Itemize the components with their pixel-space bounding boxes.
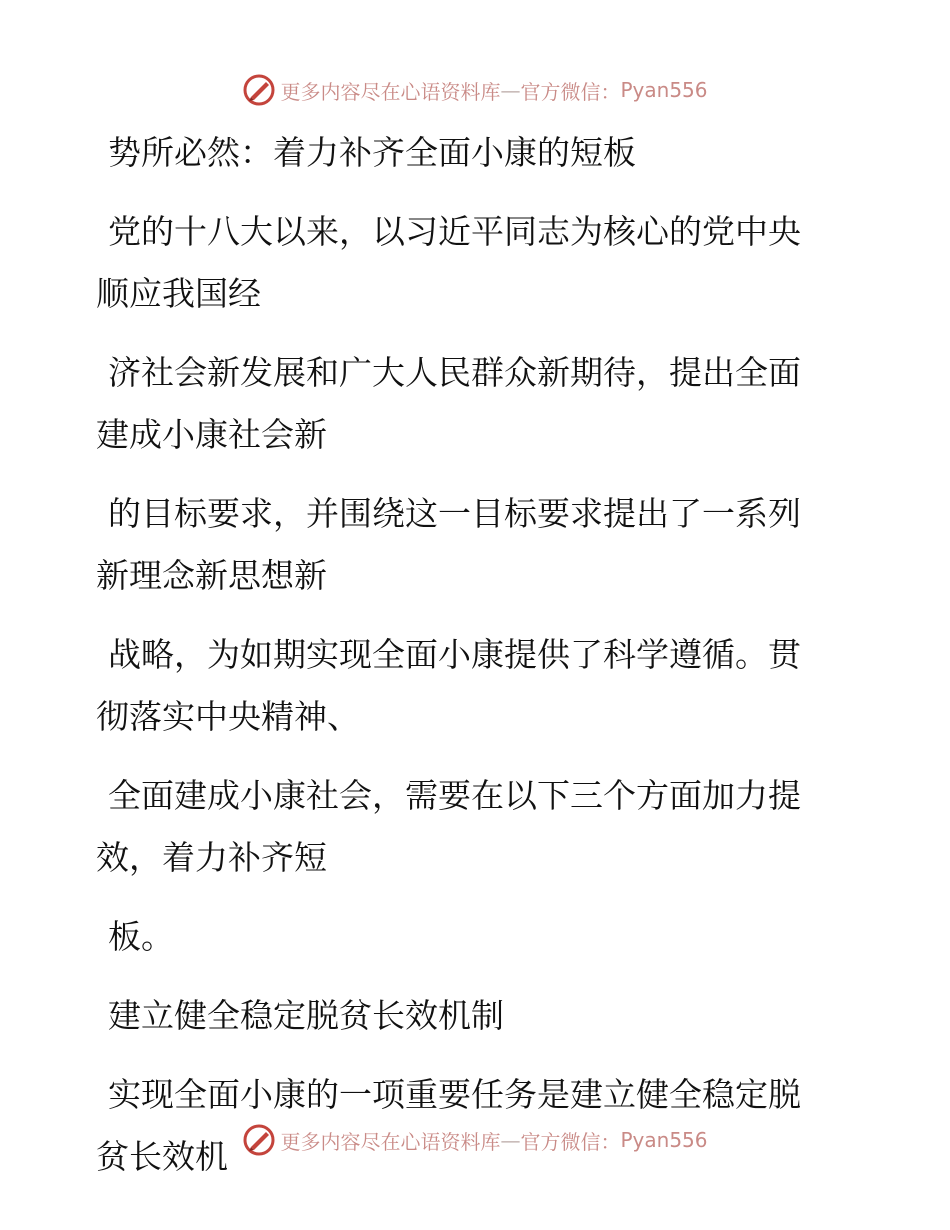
text-line: 的目标要求，并围绕这一目标要求提出了一系列 — [108, 494, 801, 533]
text-line: 全面建成小康社会，需要在以下三个方面加力提 — [108, 776, 801, 815]
text-line: 党的十八大以来，以习近平同志为核心的党中央 — [108, 212, 801, 251]
paragraph — [96, 624, 836, 748]
paragraph — [96, 201, 836, 325]
text-line: 贫长效机 — [96, 1137, 228, 1176]
text-line: 新理念新思想新 — [96, 556, 327, 595]
pen-logo-icon — [242, 1123, 276, 1157]
paragraph — [96, 483, 836, 607]
text-line: 建成小康社会新 — [96, 415, 327, 454]
section-heading — [96, 985, 836, 1047]
paragraph — [96, 906, 836, 968]
text-line: 板。 — [108, 917, 174, 956]
text-line: 济社会新发展和广大人民群众新期待，提出全面 — [108, 353, 801, 392]
watermark-label: 官方微信： — [520, 1129, 621, 1154]
watermark-label: 官方微信： — [520, 79, 621, 104]
paragraph-title — [96, 122, 836, 184]
watermark-text: 更多内容尽在心语资料库 — [280, 1129, 501, 1154]
text-line: 战略，为如期实现全面小康提供了科学遵循。贯 — [108, 635, 801, 674]
pen-logo-icon — [242, 73, 276, 107]
watermark-wechat-id: Pyan556 — [620, 1128, 708, 1152]
text-line: 彻落实中央精神、 — [96, 697, 360, 736]
footer-watermark — [0, 1120, 950, 1160]
text-line: 效，着力补齐短 — [96, 838, 327, 877]
watermark-text: 更多内容尽在心语资料库 — [280, 79, 501, 104]
paragraph — [96, 342, 836, 466]
text-line: 势所必然：着力补齐全面小康的短板 — [108, 133, 636, 172]
text-line: 建立健全稳定脱贫长效机制 — [108, 996, 504, 1035]
text-line: 顺应我国经 — [96, 274, 261, 313]
header-watermark — [0, 70, 950, 110]
watermark-wechat-id: Pyan556 — [620, 78, 708, 102]
document-body — [96, 122, 836, 1205]
paragraph — [96, 765, 836, 889]
watermark-separator: — — [500, 1128, 521, 1152]
watermark-separator: — — [500, 78, 521, 102]
text-line: 实现全面小康的一项重要任务是建立健全稳定脱 — [108, 1075, 801, 1114]
